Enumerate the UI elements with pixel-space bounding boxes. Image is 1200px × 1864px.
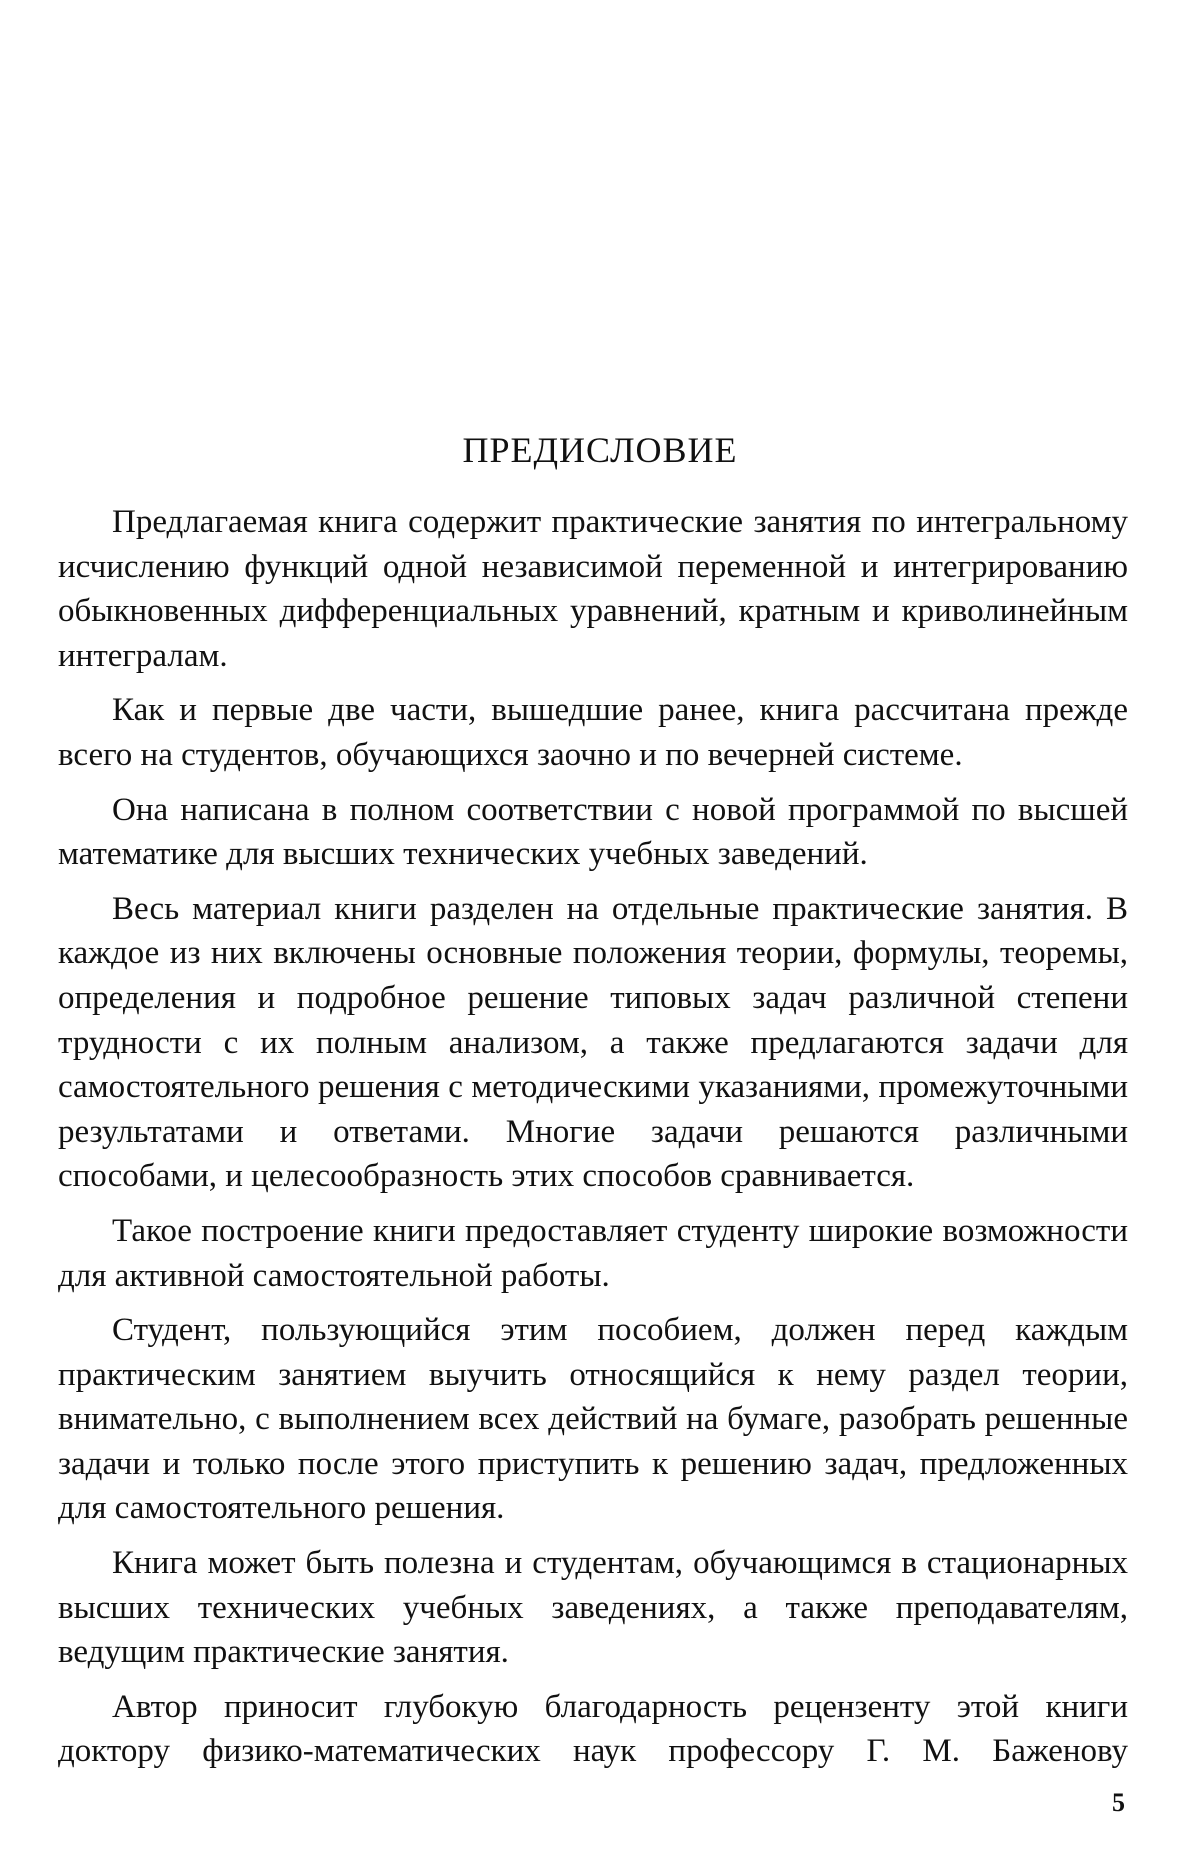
paragraph-8: Автор приносит глубокую благодарность рецензенту этой книги доктору физико-математических наук профессору Г. М. Баженову [58,1688,1128,1770]
paragraph-3: Она написана в полном соответствии с новой программой по высшей математике для высших технических учебных заведений. [58,791,1128,873]
page-title: ПРЕДИСЛОВИЕ [462,430,738,470]
preface-body [58,500,1128,1784]
paragraph-4: Весь материал книги разделен на отдельные практические занятия. В каждое из них включены основные положения теории, формулы, теоремы, определения и подробное решение типовых задач различной степени трудности с их полным анализом, а также предлагаются задачи для самостоятельного решения с методическими указаниями, промежуточными результатами и ответами. Многие задачи решаются различными способами, и целесообразность этих способов сравнивается. [58,890,1128,1195]
paragraph-7: Книга может быть полезна и студентам, обучающимся в стационарных высших технических учебных заведениях, а также преподавателям, ведущим практические занятия. [58,1545,1128,1671]
paragraph-2: Как и первые две части, вышедшие ранее, книга рассчитана прежде всего на студентов, обучающихся заочно и по вечерней системе. [58,692,1128,773]
paragraph-1: Предлагаемая книга содержит практические занятия по интегральному исчислению функций одной независимой переменной и интегрированию обыкновенных дифференциальных уравнений, кратным и криволинейным интегралам. [58,504,1128,674]
paragraph-5: Такое построение книги предоставляет студенту широкие возможности для активной самостоятельной работы. [58,1212,1128,1294]
paragraph-6: Студент, пользующийся этим пособием, должен перед каждым практическим занятием выучить относящийся к нему раздел теории, внимательно, с выполнением всех действий на бумаге, разобрать решенные задачи и только после этого приступить к решению задач, предложенных для самостоятельного решения. [58,1312,1128,1527]
page-number: 5 [1112,1788,1125,1817]
